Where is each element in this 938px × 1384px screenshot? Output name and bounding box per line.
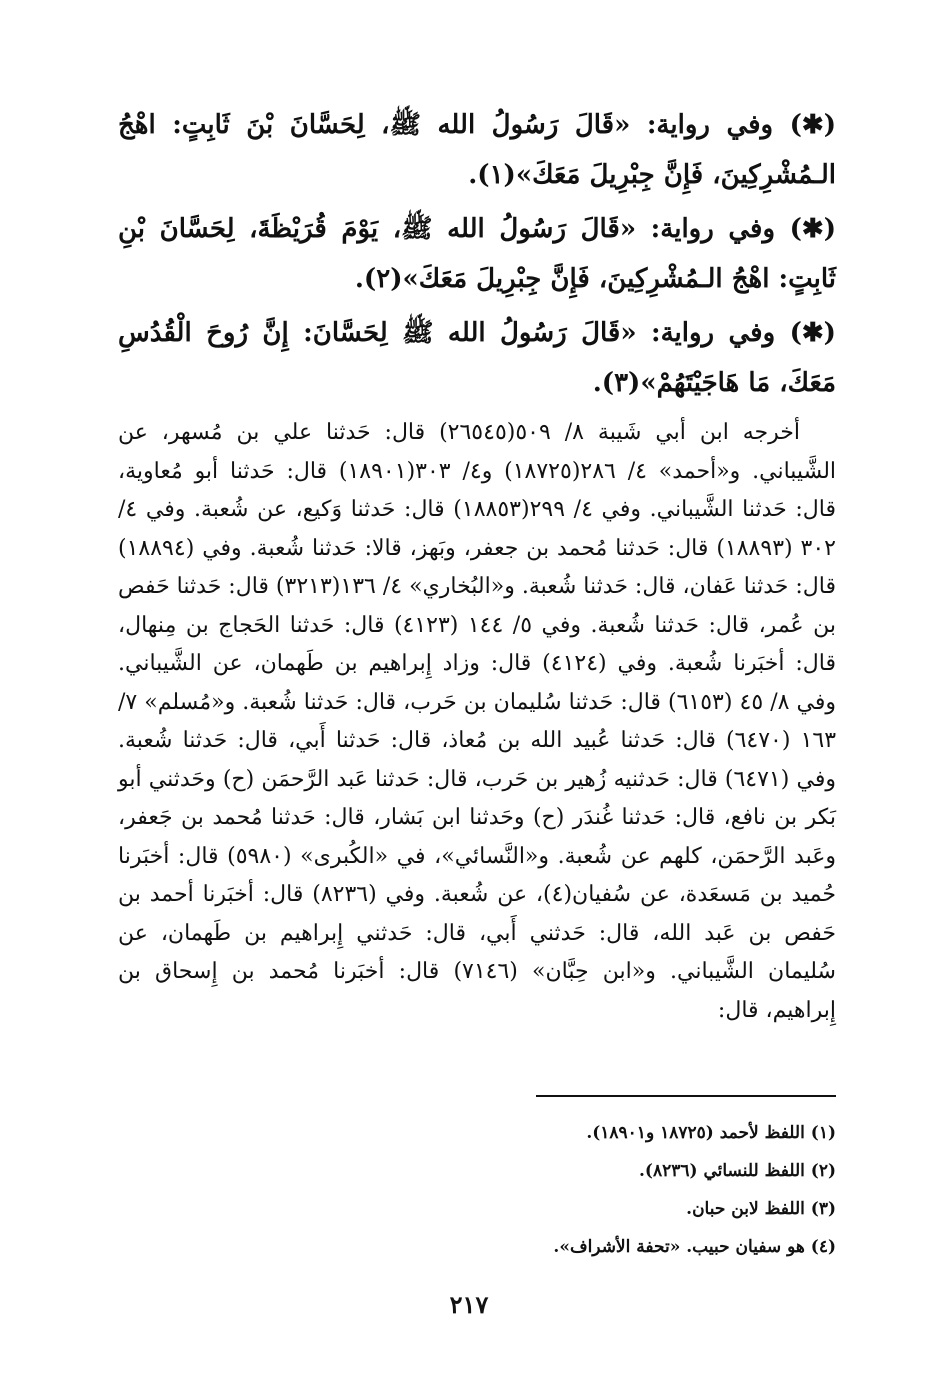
narration-text: وفي رواية: «قَالَ رَسُولُ الله ﷺ، يَوْمَ قُرَيْظَةَ، لِحَسَّانَ بْنِ ثَابِتٍ: اهْجُ الـمُشْرِكِينَ، فَإِنَّ جِبْرِيلَ مَعَكَ»(٢). (118, 214, 836, 294)
asterisk-marker: (✱) (789, 318, 836, 348)
narration-2 (118, 204, 836, 304)
asterisk-marker: (✱) (789, 214, 836, 244)
footnote-4: (٤) هو سفيان حبيب. «تحفة الأشراف». (553, 1237, 836, 1257)
footnote-2: (٢) اللفظ للنسائي (٨٢٣٦). (639, 1161, 836, 1181)
page-number: ٢١٧ (449, 1290, 489, 1319)
footnote-divider (536, 1095, 836, 1097)
asterisk-marker: (✱) (789, 110, 837, 140)
narration-text: وفي رواية: «قَالَ رَسُولُ الله ﷺ، لِحَسَّانَ بْنَ ثَابِتٍ: اهْجُ الـمُشْرِكِينَ، فَإِنَّ جِبْرِيلَ مَعَكَ»(١). (118, 110, 836, 190)
footnote-1: (١) اللفظ لأحمد (١٨٧٢٥ و١٨٩٠١). (586, 1123, 836, 1143)
takhrij-paragraph: أخرجه ابن أبي شَيبة ٨/ ٥٠٩(٢٦٥٤٥) قال: حَدثنا علي بن مُسهر، عن الشَّيباني. و«أحمد» ٤/ ٢٨٦(١٨٧٢٥) و٤/ ٣٠٣(١٨٩٠١) قال: حَدثنا أبو مُعاوية، قال: حَدثنا الشَّيباني. وفي ٤/ ٢٩٩(١٨٨٥٣) قال: حَدثنا وَكيع، عن شُعبة. وفي ٤/ ٣٠٢ (١٨٨٩٣) قال: حَدثنا مُحمد بن جعفر، وبَهز، قالا: حَدثنا شُعبة. وفي (١٨٨٩٤) قال: حَدثنا عَفان، قال: حَدثنا شُعبة. و«البُخاري» ٤/ ١٣٦(٣٢١٣) قال: حَدثنا حَفص بن عُمر، قال: حَدثنا شُعبة. وفي ٥/ ١٤٤ (٤١٢٣) قال: حَدثنا الحَجاج بن مِنهال، قال: أخبَرنا شُعبة. وفي (٤١٢٤) قال: وزاد إِبراهيم بن طَهمان، عن الشَّيباني. وفي ٨/ ٤٥ (٦١٥٣) قال: حَدثنا سُليمان بن حَرب، قال: حَدثنا شُعبة. و«مُسلم» ٧/ ١٦٣ (٦٤٧٠) قال: حَدثنا عُبيد الله بن مُعاذ، قال: حَدثنا أَبي، قال: حَدثنا شُعبة. وفي (٦٤٧١) قال: حَدثنيه زُهير بن حَرب، قال: حَدثنا عَبد الرَّحمَن (ح) وحَدثني أبو بَكر بن نافع، قال: حَدثنا غُندَر (ح) وحَدثنا ابن بَشار، قال: حَدثنا مُحمد بن جَعفر، وعَبد الرَّحمَن، كلهم عن شُعبة. و«النَّسائي»، في «الكُبرى» (٥٩٨٠) قال: أخبَرنا حُميد بن مَسعَدة، عن سُفيان(٤)، عن شُعبة. وفي (٨٢٣٦) قال: أخبَرنا أحمد بن حَفص بن عَبد الله، قال: حَدثني أَبي، قال: حَدثني إِبراهيم بن طَهمان، عن سُليمان الشَّيباني. و«ابن حِبَّان» (٧١٤٦) قال: أخبَرنا مُحمد بن إِسحاق بن إِبراهيم، قال: (118, 420, 837, 1023)
page-body (118, 100, 836, 1030)
narration-3 (118, 308, 836, 408)
footnote-3: (٣) اللفظ لابن حبان. (686, 1199, 836, 1219)
narration-1 (118, 100, 836, 200)
narration-text: وفي رواية: «قَالَ رَسُولُ الله ﷺ لِحَسَّانَ: إِنَّ رُوحَ الْقُدُسِ مَعَكَ، مَا هَاجَيْتَهُمْ»(٣). (118, 318, 836, 398)
footnotes (118, 1114, 836, 1266)
